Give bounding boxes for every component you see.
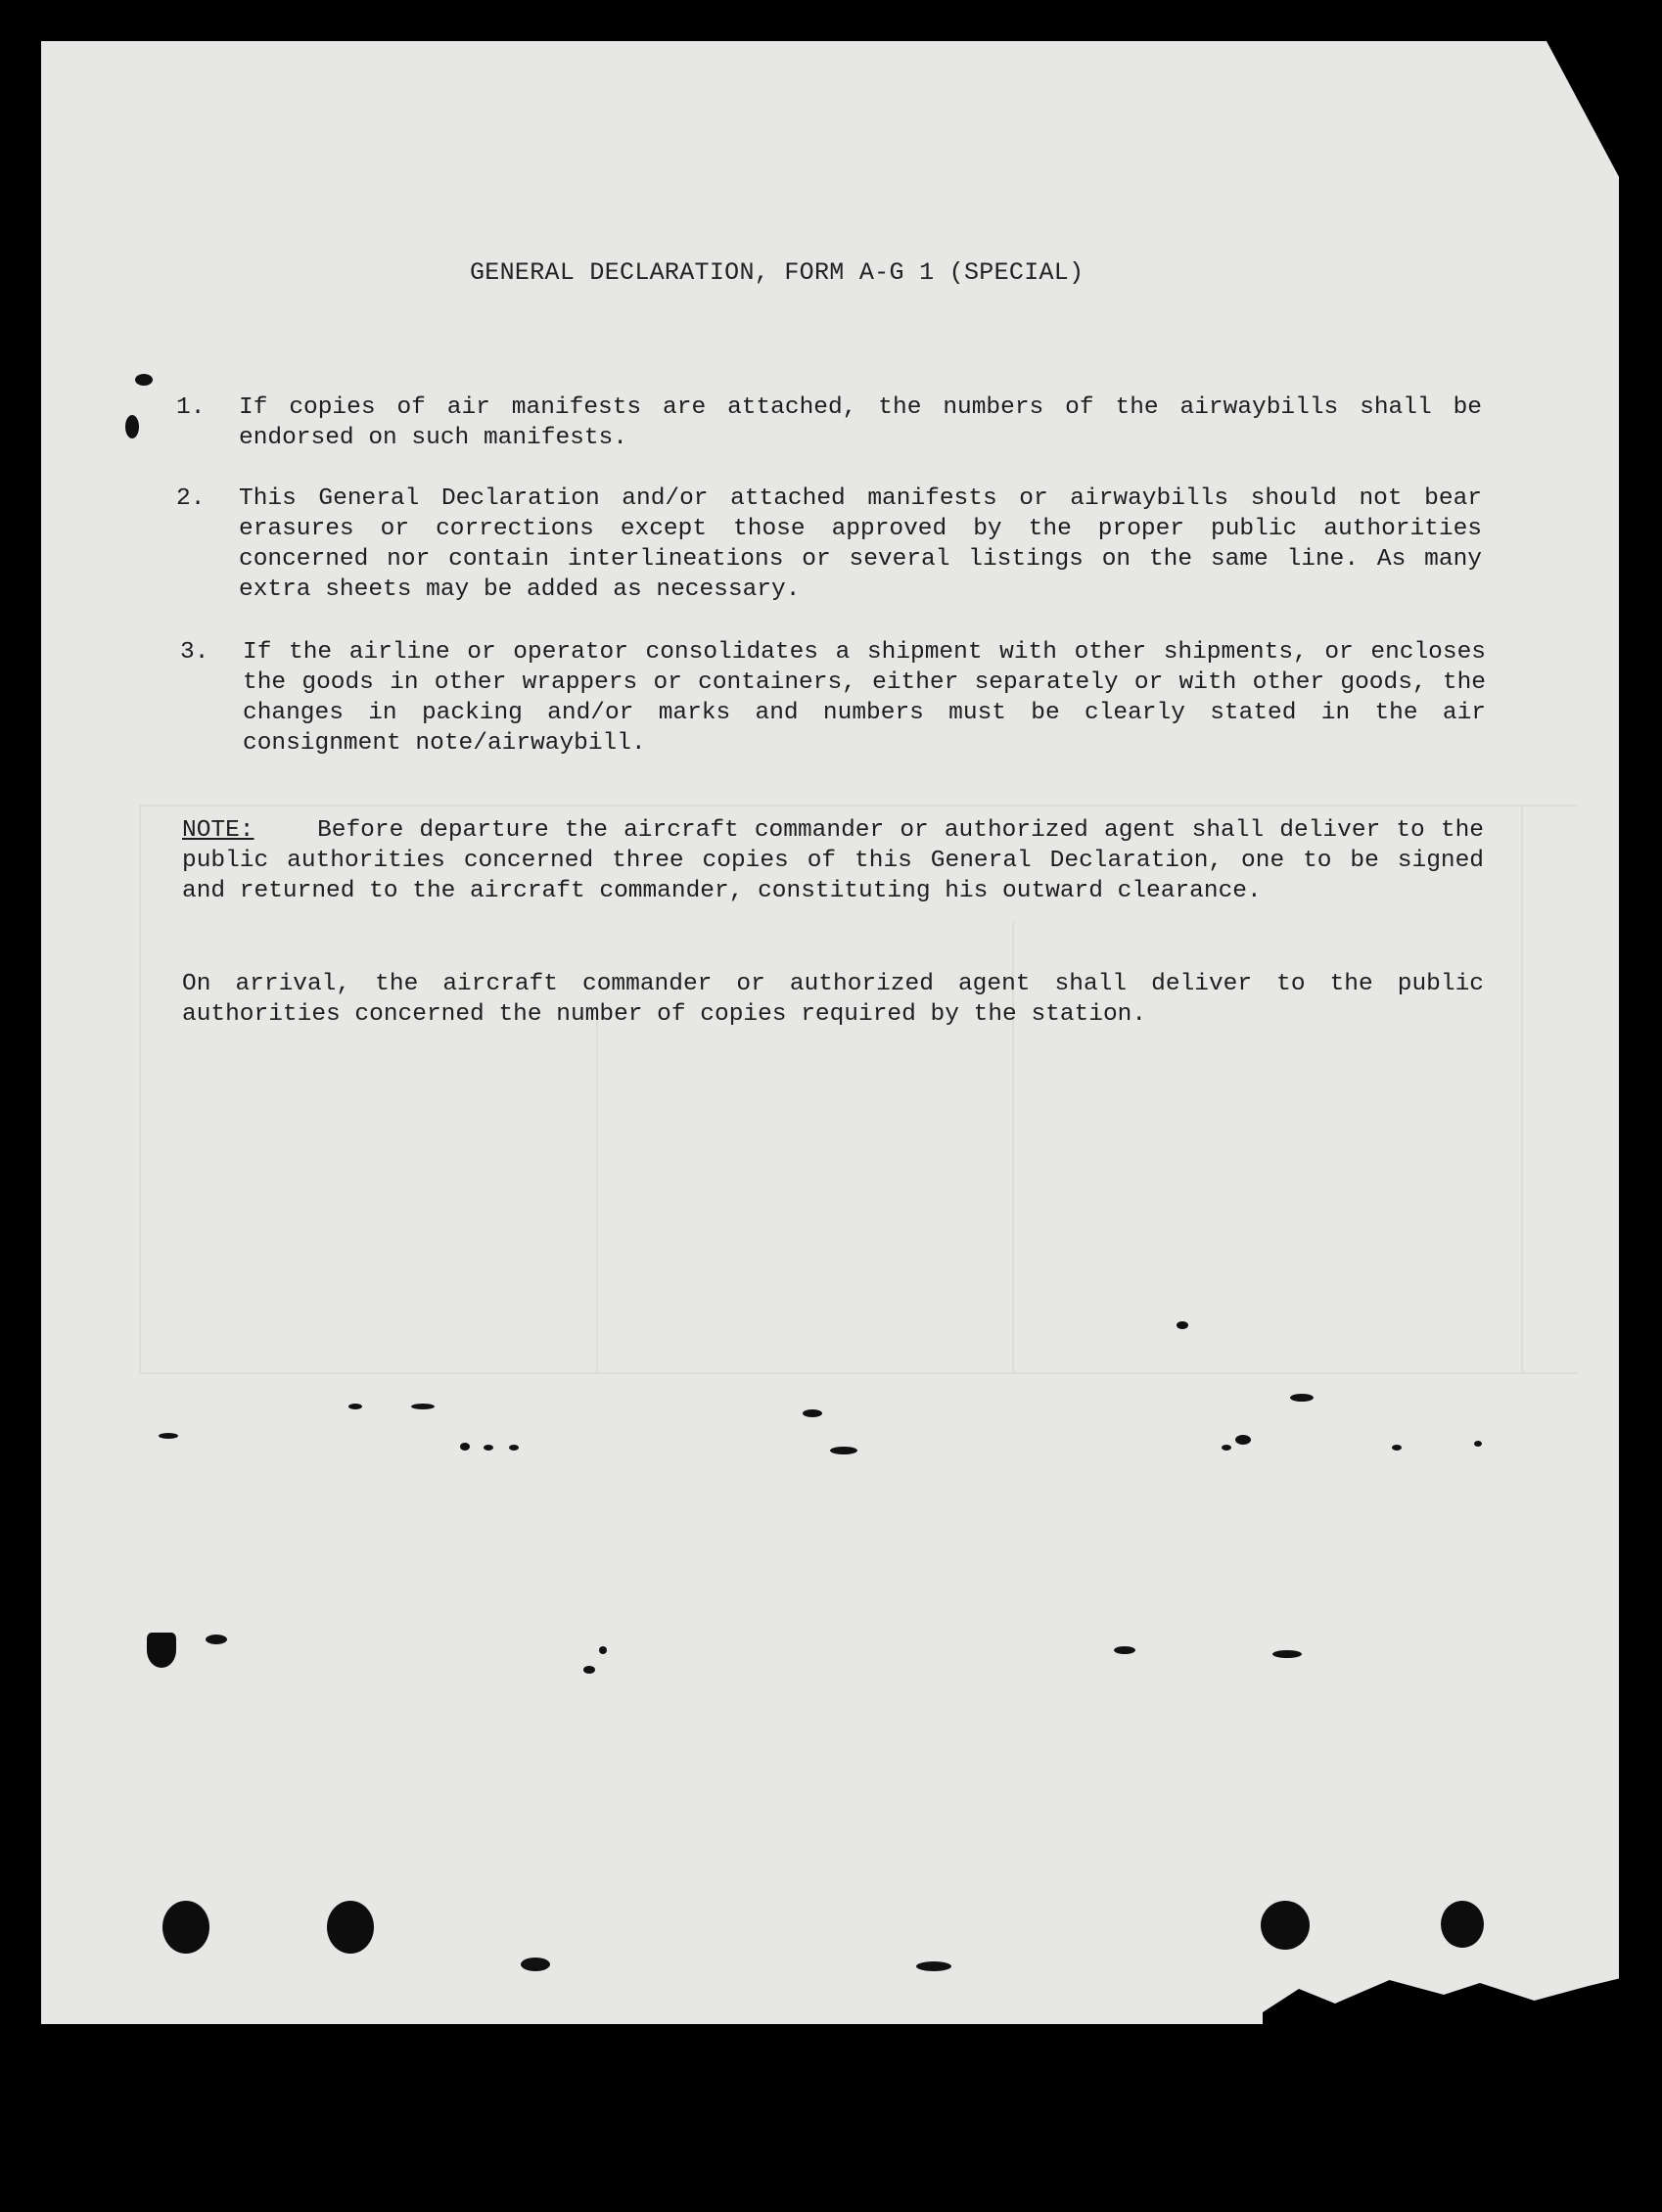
speck — [1177, 1321, 1188, 1329]
speck — [1222, 1445, 1231, 1451]
item-number: 3. — [180, 639, 209, 666]
note-label: NOTE: — [182, 817, 254, 844]
arrival-paragraph: On arrival, the aircraft commander or authorized agent shall deliver to the public authorities concerned the number of copies required by the station. — [182, 971, 1484, 1028]
document-title: GENERAL DECLARATION, FORM A-G 1 (SPECIAL) — [470, 258, 1085, 287]
speck — [1392, 1445, 1402, 1451]
note-paragraph — [182, 815, 1484, 906]
punch-hole — [1441, 1901, 1484, 1948]
speck — [916, 1961, 951, 1971]
speck — [411, 1404, 435, 1409]
punch-hole — [1261, 1901, 1310, 1950]
item-number: 1. — [176, 394, 206, 421]
speck — [1272, 1650, 1302, 1658]
bleed-rule — [139, 1372, 1578, 1374]
item-number: 2. — [176, 485, 206, 512]
speck — [1114, 1646, 1135, 1654]
speck — [484, 1445, 493, 1451]
speck — [803, 1409, 822, 1417]
document-page — [41, 41, 1619, 2024]
speck — [1235, 1435, 1251, 1445]
speck — [509, 1445, 519, 1451]
item-text: If the airline or operator consolidates a shipment with other shipments, or encloses the goods in other wrappers or containers, either separately or with other goods, the changes in packing and/or marks and numbers must be clearly stated in the air consignment note/airwaybill. — [243, 639, 1486, 757]
speck — [159, 1433, 178, 1439]
bleed-rule — [596, 1020, 598, 1372]
speck — [348, 1404, 362, 1409]
bleed-rule — [139, 805, 141, 1372]
item-text: If copies of air manifests are attached, the numbers of the airwaybills shall be endorsed on such manifests. — [239, 394, 1482, 451]
speck — [1474, 1441, 1482, 1447]
speck — [830, 1447, 857, 1454]
speck — [206, 1635, 227, 1644]
speck — [599, 1646, 607, 1654]
speck — [521, 1958, 550, 1971]
bleed-rule — [1521, 805, 1523, 1372]
speck — [583, 1666, 595, 1674]
speck — [460, 1443, 470, 1451]
punch-hole — [147, 1633, 176, 1668]
speck — [1290, 1394, 1314, 1402]
speck — [125, 415, 139, 438]
punch-hole — [327, 1901, 374, 1954]
item-text: This General Declaration and/or attached manifests or airwaybills should not bear erasures or corrections except those approved by the proper public authorities concerned nor contain interlineations or several listings on the same line. As many extra sheets may be added as necessary. — [239, 485, 1482, 603]
punch-hole — [162, 1901, 209, 1954]
speck — [135, 374, 153, 386]
bleed-rule — [139, 805, 1578, 806]
note-text: Before departure the aircraft commander or authorized agent shall deliver to the public authorities concerned three copies of this General Declaration, one to be signed and returned to the aircraft commander, constituting his outward clearance. — [182, 817, 1484, 904]
